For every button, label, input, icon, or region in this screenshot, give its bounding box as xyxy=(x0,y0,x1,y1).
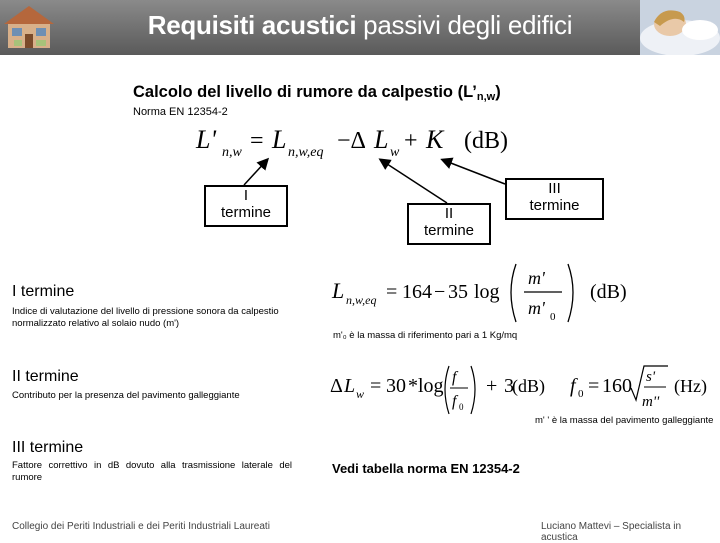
term-2-equation-coefficient: 30 xyxy=(386,375,406,397)
header-title-bold: Requisiti acustici xyxy=(147,10,357,40)
formula-title-subscript: n,w xyxy=(476,91,496,103)
term-2-equation-freq-unit: (Hz) xyxy=(674,376,707,396)
svg-text:0: 0 xyxy=(459,402,464,412)
svg-text:w: w xyxy=(390,145,400,160)
svg-text:L: L xyxy=(374,125,389,154)
svg-text:+: + xyxy=(486,375,498,397)
svg-text:s': s' xyxy=(646,369,656,385)
term-1-equation-unit: (dB) xyxy=(590,281,627,303)
svg-text:f: f xyxy=(570,375,576,397)
svg-text:n,w: n,w xyxy=(222,145,242,160)
footer-left: Collegio dei Periti Industriali e dei Periti Industriali Laureati xyxy=(12,521,270,532)
svg-text:*log: *log xyxy=(408,375,444,397)
svg-text:m': m' xyxy=(528,298,545,318)
svg-text:L: L xyxy=(272,125,287,154)
term-2-equation-unit: (dB) xyxy=(512,376,545,396)
footer-right: Luciano Mattevi – Specialista in acustica xyxy=(541,521,682,543)
term-2-box xyxy=(407,203,491,245)
svg-text:+: + xyxy=(404,128,418,154)
term-1-equation-constant: 164 xyxy=(402,281,432,303)
term-3-box-word: termine xyxy=(529,197,580,214)
term-2-equation-freq-coefficient: 160 xyxy=(602,375,632,397)
term-1-description: Indice di valutazione del livello di pressione sonora da calpestio normalizzato relativo al solaio nudo (m') xyxy=(12,306,279,329)
svg-text:0: 0 xyxy=(578,388,584,400)
svg-text:f: f xyxy=(452,369,457,386)
term-3-description: Fattore correttivo in dB dovuto alla trasmissione laterale del rumore xyxy=(12,460,292,483)
svg-text:w: w xyxy=(356,387,365,401)
svg-text:Δ: Δ xyxy=(330,375,343,397)
term-1-equation xyxy=(330,258,640,328)
term-2-equation-addend: 3 xyxy=(504,375,514,397)
svg-text:m': m' xyxy=(528,268,545,288)
term-3-heading: III termine xyxy=(12,439,84,456)
svg-text:=: = xyxy=(386,281,398,303)
term-3-reference: Vedi tabella norma EN 12354-2 xyxy=(332,461,520,476)
svg-text:=: = xyxy=(370,375,382,397)
term-2-mass-note: m' ' è la massa del pavimento galleggiante xyxy=(535,415,714,426)
term-1-mass-note: m'₀ è la massa di riferimento pari a 1 Kg/mq xyxy=(333,330,518,341)
svg-text:K: K xyxy=(426,125,444,154)
term-1-heading: I termine xyxy=(12,283,75,300)
main-equation-unit: (dB) xyxy=(464,128,508,154)
svg-text:0: 0 xyxy=(550,311,556,323)
svg-text:=: = xyxy=(250,128,264,154)
term-3-box xyxy=(505,178,604,220)
term-2-box-word: termine xyxy=(423,222,475,239)
svg-text:L': L' xyxy=(196,125,217,154)
svg-text:n,w,eq: n,w,eq xyxy=(288,145,324,160)
term-1-box xyxy=(204,185,288,227)
svg-text:L: L xyxy=(332,278,345,303)
term-1-box-word: termine xyxy=(220,204,272,221)
term-2-description: Contributo per la presenza del pavimento galleggiante xyxy=(12,390,240,401)
norma-label: Norma EN 12354-2 xyxy=(133,106,228,118)
term-1-box-roman: I xyxy=(243,187,249,204)
svg-text:−: − xyxy=(434,281,446,303)
svg-text:=: = xyxy=(588,375,600,397)
svg-text:f: f xyxy=(452,393,457,410)
formula-title-text: Calcolo del livello di rumore da calpestio (L’ xyxy=(133,83,477,101)
svg-text:log: log xyxy=(474,281,500,303)
svg-text:m'': m'' xyxy=(642,394,660,410)
term-2-equation xyxy=(328,360,720,420)
svg-text:−Δ: −Δ xyxy=(337,128,366,154)
svg-text:L: L xyxy=(344,375,356,397)
header-title-rest: passivi degli edifici xyxy=(356,10,573,40)
term-2-box-roman: II xyxy=(444,205,454,222)
svg-text:n,w,eq: n,w,eq xyxy=(346,293,377,307)
formula-title-end: ) xyxy=(495,83,501,101)
term-2-heading: II termine xyxy=(12,368,79,385)
term-1-equation-coefficient: 35 xyxy=(448,281,468,303)
term-3-box-roman: III xyxy=(548,180,561,197)
